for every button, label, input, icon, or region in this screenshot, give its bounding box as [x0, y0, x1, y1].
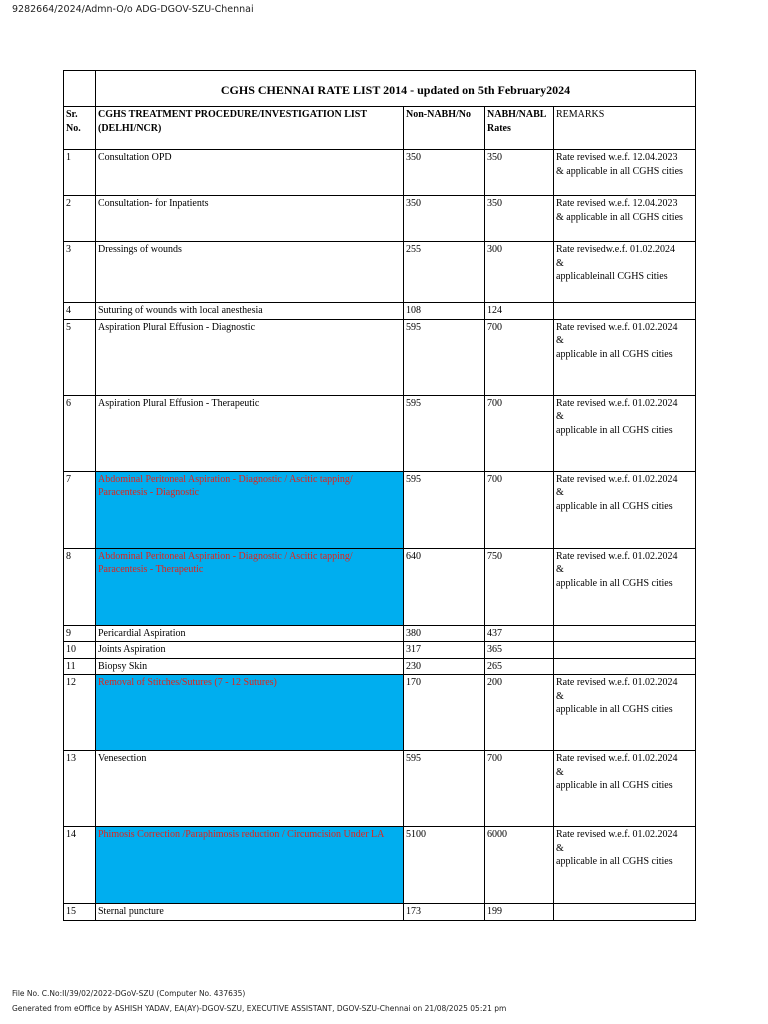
sr-no-cell: 12 [64, 675, 96, 751]
remarks-line: applicable in all CGHS cities [556, 348, 673, 360]
column-header-nabh: NABH/NABL Rates [485, 107, 554, 150]
table-row [64, 319, 696, 395]
remarks-cell [554, 827, 696, 904]
sr-no-cell: 9 [64, 625, 96, 642]
table-title-row [64, 71, 696, 107]
nabh-rate-cell: 437 [485, 625, 554, 642]
remarks-cell [554, 303, 696, 320]
remarks-line: applicable in all CGHS cities [556, 780, 673, 791]
non-nabh-rate-cell: 595 [404, 471, 485, 548]
sr-no-cell: 3 [64, 242, 96, 303]
procedure-cell: Dressings of wounds [96, 242, 404, 303]
column-header-non-nabh: Non-NABH/No [404, 107, 485, 150]
remarks-cell [554, 319, 696, 395]
nabh-rate-cell: 124 [485, 303, 554, 320]
remarks-line: applicable in all CGHS cities [556, 704, 673, 715]
table-row [64, 471, 696, 548]
table-row [64, 675, 696, 751]
table-row [64, 303, 696, 320]
remarks-cell [554, 658, 696, 675]
remarks-line: & [556, 335, 564, 346]
sr-no-cell: 15 [64, 904, 96, 921]
remarks-line: Rate revised w.e.f. 12.04.2023 [556, 152, 678, 163]
nabh-rate-cell: 350 [485, 196, 554, 242]
procedure-cell: Consultation- for Inpatients [96, 196, 404, 242]
remarks-line: applicable in all CGHS cities [556, 424, 673, 436]
nabh-rate-cell: 700 [485, 395, 554, 471]
remarks-line: applicable in all CGHS cities [556, 577, 673, 589]
remarks-cell [554, 150, 696, 196]
sr-no-cell: 1 [64, 150, 96, 196]
remarks-cell [554, 395, 696, 471]
sr-no-cell: 6 [64, 395, 96, 471]
remarks-cell [554, 471, 696, 548]
procedure-cell: Suturing of wounds with local anesthesia [96, 303, 404, 320]
remarks-cell [554, 242, 696, 303]
non-nabh-rate-cell: 595 [404, 751, 485, 827]
table-row [64, 658, 696, 675]
document-reference-number: 9282664/2024/Admn-O/o ADG-DGOV-SZU-Chennai [12, 4, 254, 15]
column-header-sr-no: Sr. No. [64, 107, 96, 150]
table-row [64, 242, 696, 303]
procedure-cell: Abdominal Peritoneal Aspiration - Diagnostic / Ascitic tapping/ Paracentesis - Diagnostic [96, 471, 404, 548]
remarks-line: Rate revised w.e.f. 01.02.2024 [556, 473, 678, 485]
sr-no-cell: 10 [64, 642, 96, 659]
remarks-cell [554, 196, 696, 242]
sr-no-cell: 13 [64, 751, 96, 827]
remarks-line: Rate revised w.e.f. 12.04.2023 [556, 198, 678, 209]
procedure-cell: Biopsy Skin [96, 658, 404, 675]
remarks-line: Rate revised w.e.f. 01.02.2024 [556, 550, 678, 562]
table-row [64, 548, 696, 625]
remarks-cell [554, 625, 696, 642]
nabh-rate-cell: 700 [485, 471, 554, 548]
remarks-line: & [556, 257, 564, 269]
sr-no-cell: 2 [64, 196, 96, 242]
remarks-line: & [556, 690, 564, 702]
sr-no-cell: 11 [64, 658, 96, 675]
remarks-line: Rate revised w.e.f. 01.02.2024 [556, 829, 678, 840]
non-nabh-rate-cell: 230 [404, 658, 485, 675]
non-nabh-rate-cell: 595 [404, 395, 485, 471]
remarks-line: & [556, 564, 564, 575]
non-nabh-rate-cell: 380 [404, 625, 485, 642]
remarks-cell [554, 751, 696, 827]
table-row [64, 395, 696, 471]
nabh-rate-cell: 199 [485, 904, 554, 921]
remarks-line: & applicable in all CGHS cities [556, 211, 683, 223]
non-nabh-rate-cell: 173 [404, 904, 485, 921]
procedure-cell: Aspiration Plural Effusion - Diagnostic [96, 319, 404, 395]
procedure-cell: Pericardial Aspiration [96, 625, 404, 642]
column-header-remarks: REMARKS [554, 107, 696, 150]
table-row [64, 625, 696, 642]
remarks-line: & applicable in all CGHS cities [556, 165, 683, 177]
non-nabh-rate-cell: 255 [404, 242, 485, 303]
sr-no-cell: 4 [64, 303, 96, 320]
non-nabh-rate-cell: 5100 [404, 827, 485, 904]
nabh-rate-cell: 365 [485, 642, 554, 659]
table-row [64, 904, 696, 921]
procedure-cell: Joints Aspiration [96, 642, 404, 659]
sr-no-cell: 8 [64, 548, 96, 625]
remarks-cell [554, 904, 696, 921]
non-nabh-rate-cell: 640 [404, 548, 485, 625]
remarks-line: & [556, 766, 564, 778]
remarks-line: applicable in all CGHS cities [556, 500, 673, 512]
nabh-rate-cell: 350 [485, 150, 554, 196]
table-row [64, 642, 696, 659]
remarks-line: Rate revised w.e.f. 01.02.2024 [556, 397, 678, 409]
rate-list-table [63, 70, 696, 921]
table-row [64, 150, 696, 196]
nabh-rate-cell: 265 [485, 658, 554, 675]
table-header-row [64, 107, 696, 150]
nabh-rate-cell: 300 [485, 242, 554, 303]
remarks-line: Rate revised w.e.f. 01.02.2024 [556, 753, 678, 764]
table-title: CGHS CHENNAI RATE LIST 2014 - updated on 5th February2024 [96, 71, 696, 107]
remarks-line: & [556, 842, 564, 854]
non-nabh-rate-cell: 317 [404, 642, 485, 659]
non-nabh-rate-cell: 350 [404, 150, 485, 196]
remarks-line: & [556, 411, 564, 422]
procedure-cell: Sternal puncture [96, 904, 404, 921]
column-header-procedure: CGHS TREATMENT PROCEDURE/INVESTIGATION LIST (DELHI/NCR) [96, 107, 404, 150]
remarks-line: applicableinall CGHS cities [556, 271, 668, 282]
non-nabh-rate-cell: 108 [404, 303, 485, 320]
title-blank-cell [64, 71, 96, 107]
procedure-cell: Removal of Stitches/Sutures (7 - 12 Sutures) [96, 675, 404, 751]
non-nabh-rate-cell: 595 [404, 319, 485, 395]
remarks-line: Rate revised w.e.f. 01.02.2024 [556, 677, 678, 688]
nabh-rate-cell: 750 [485, 548, 554, 625]
sr-no-cell: 7 [64, 471, 96, 548]
remarks-line: Rate revisedw.e.f. 01.02.2024 [556, 244, 676, 255]
sr-no-cell: 14 [64, 827, 96, 904]
generated-by-footer: Generated from eOffice by ASHISH YADAV, EA(AY)-DGOV-SZU, EXECUTIVE ASSISTANT, DGOV-SZU-Chennai on 21/08/2025 05:21 pm [12, 1004, 507, 1013]
table-row [64, 751, 696, 827]
procedure-cell: Consultation OPD [96, 150, 404, 196]
remarks-cell [554, 675, 696, 751]
remarks-line: applicable in all CGHS cities [556, 856, 673, 867]
sr-no-cell: 5 [64, 319, 96, 395]
nabh-rate-cell: 700 [485, 319, 554, 395]
remarks-cell [554, 548, 696, 625]
file-number-footer: File No. C.No:II/39/02/2022-DGoV-SZU (Computer No. 437635) [12, 989, 246, 998]
remarks-cell [554, 642, 696, 659]
non-nabh-rate-cell: 170 [404, 675, 485, 751]
procedure-cell: Phimosis Correction /Paraphimosis reduction / Circumcision Under LA [96, 827, 404, 904]
procedure-cell: Venesection [96, 751, 404, 827]
nabh-rate-cell: 200 [485, 675, 554, 751]
procedure-cell: Abdominal Peritoneal Aspiration - Diagnostic / Ascitic tapping/ Paracentesis - Therapeutic [96, 548, 404, 625]
table-row [64, 196, 696, 242]
remarks-line: Rate revised w.e.f. 01.02.2024 [556, 321, 678, 333]
remarks-line: & [556, 487, 564, 498]
nabh-rate-cell: 6000 [485, 827, 554, 904]
table-row [64, 827, 696, 904]
nabh-rate-cell: 700 [485, 751, 554, 827]
non-nabh-rate-cell: 350 [404, 196, 485, 242]
procedure-cell: Aspiration Plural Effusion - Therapeutic [96, 395, 404, 471]
